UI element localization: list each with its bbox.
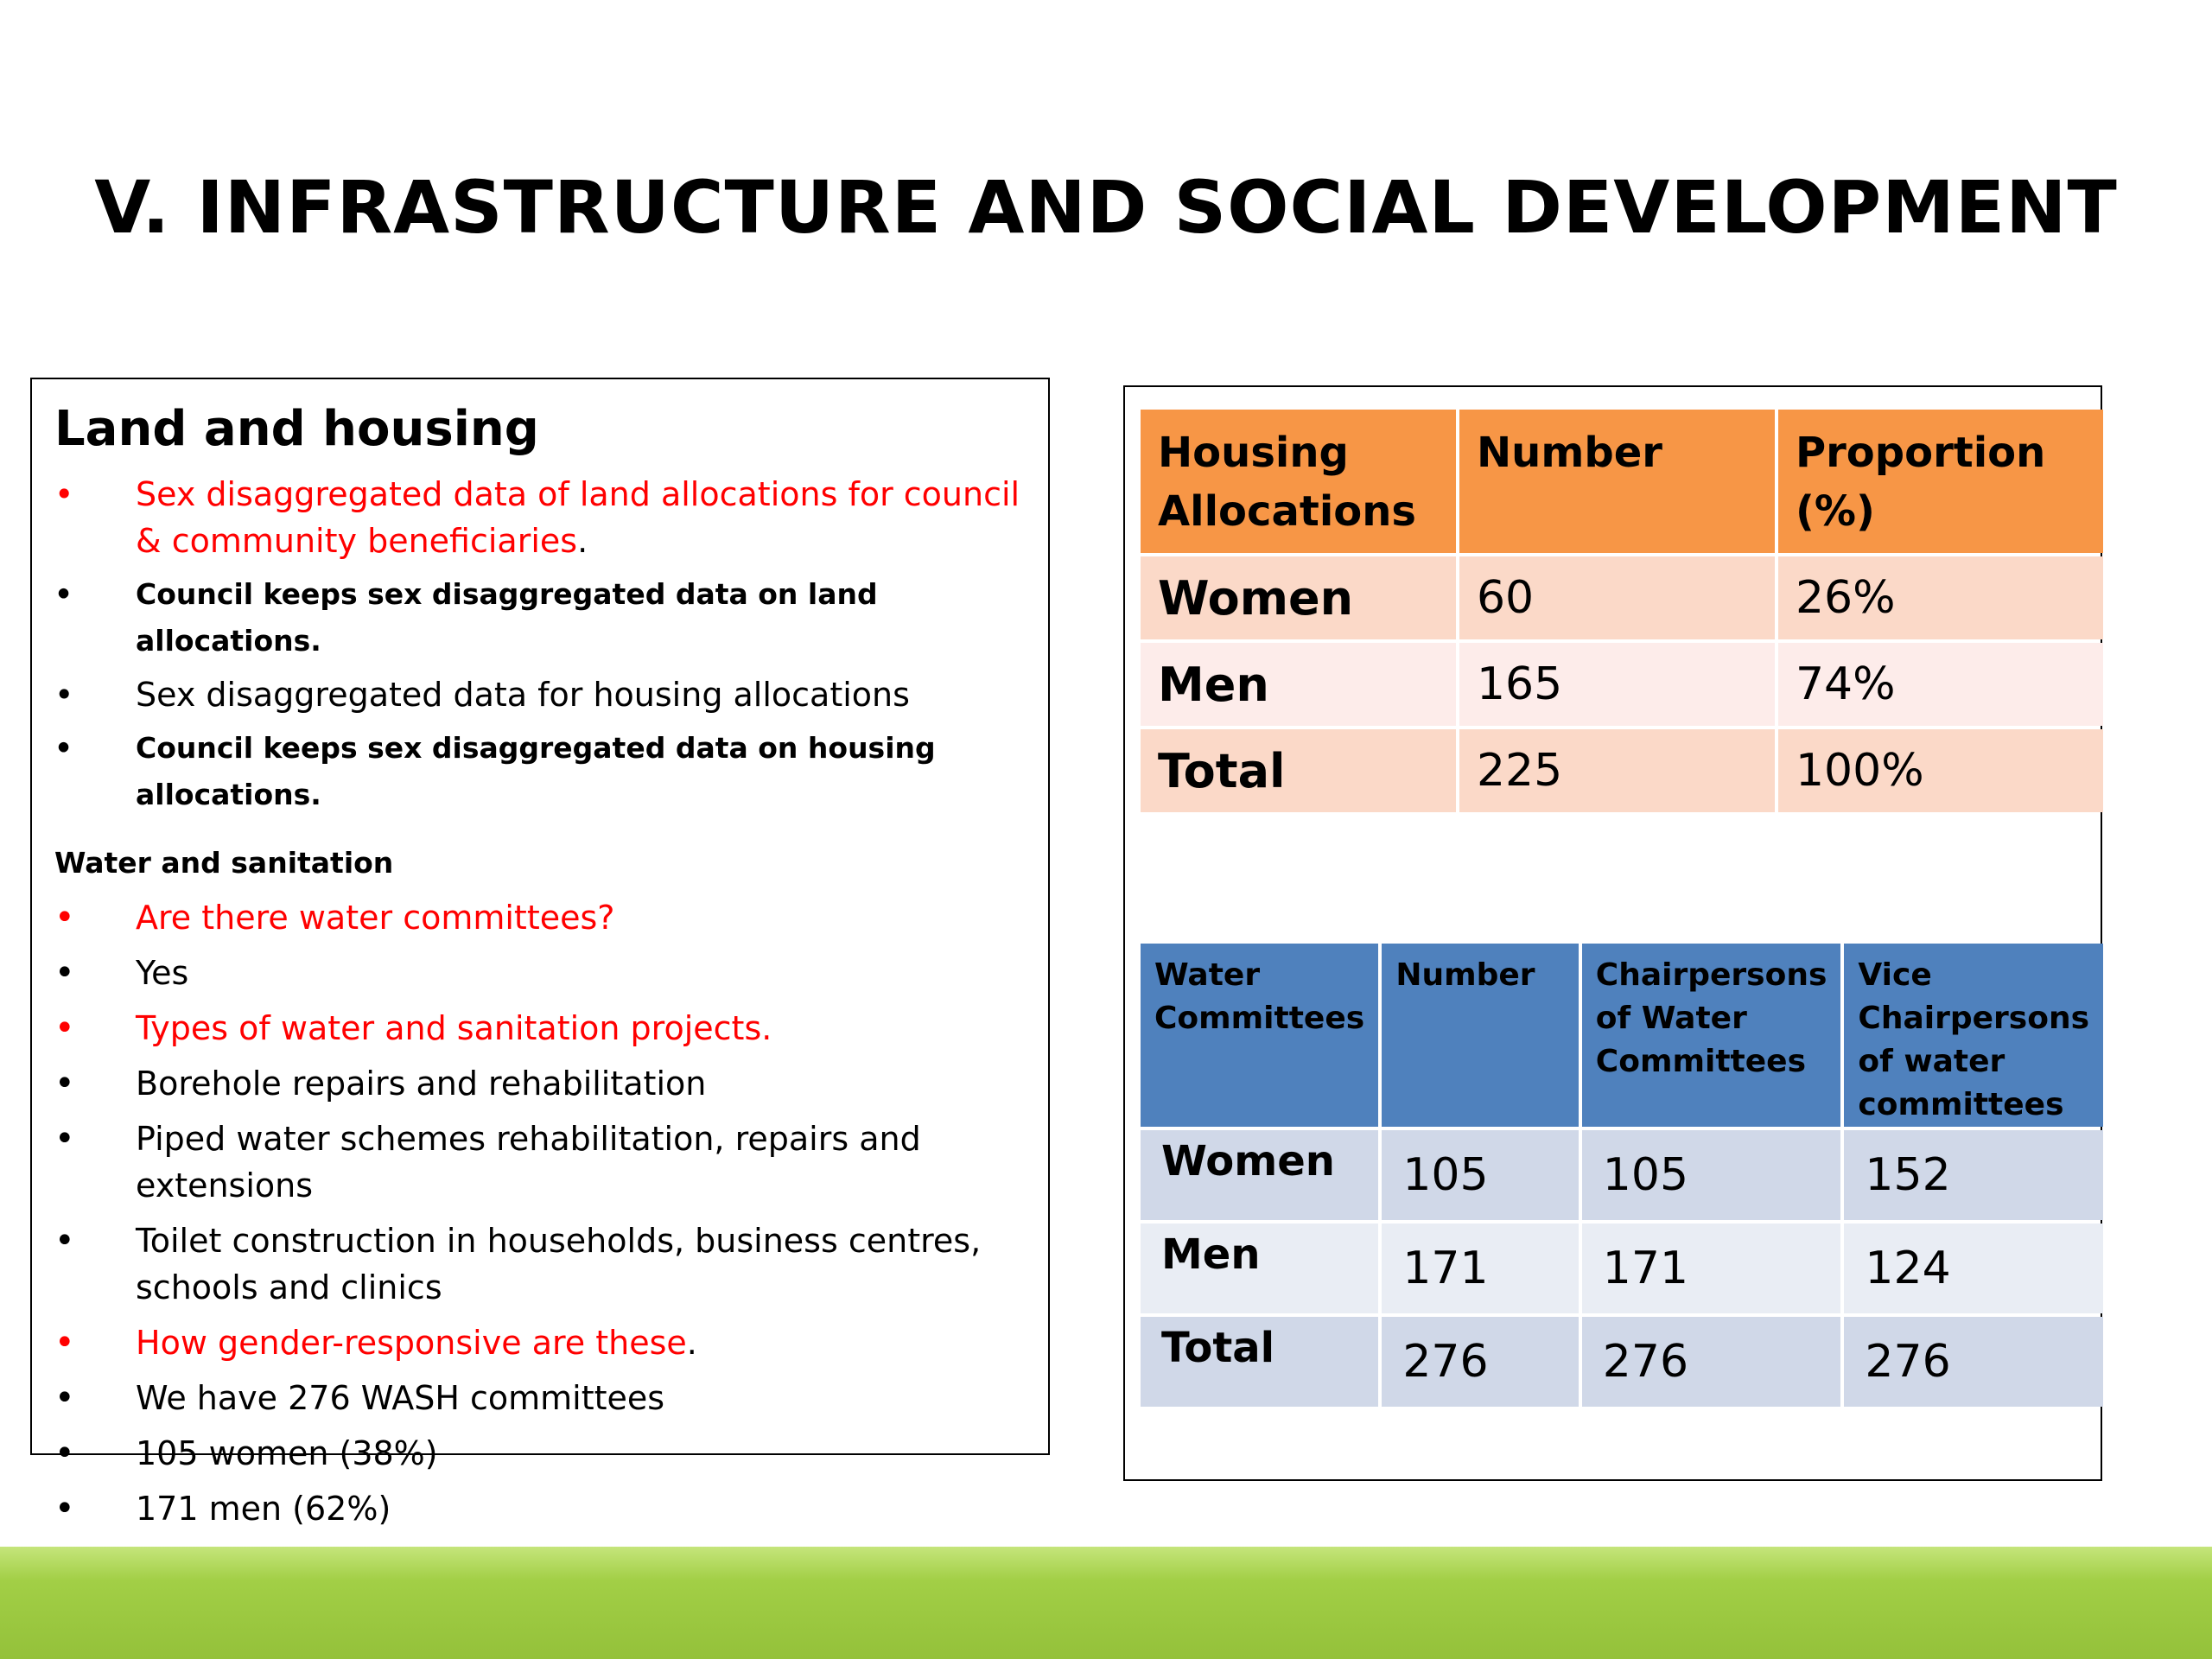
footer-bar: [0, 1547, 2212, 1659]
list-item-text: Types of water and sanitation projects.: [136, 1009, 772, 1047]
list-item-suffix: .: [686, 1324, 697, 1362]
table-header-cell: Housing Allocations: [1141, 410, 1456, 553]
list-item-text: Sex disaggregated data of land allocations for council & community beneficiaries: [136, 475, 1020, 560]
list-item-text: We have 276 WASH committees: [136, 1379, 665, 1417]
list-item: [54, 725, 1026, 818]
table-row: [1141, 556, 2103, 639]
table-row: [1141, 729, 2103, 812]
table-cell: 276: [1844, 1317, 2103, 1407]
land-housing-list: [54, 471, 1026, 818]
bullet-icon: •: [54, 953, 75, 993]
list-item: [54, 950, 1026, 996]
bullet-icon: •: [54, 1008, 75, 1048]
list-item-text: Sex disaggregated data for housing allocations: [136, 676, 910, 714]
table-cell: 171: [1582, 1224, 1841, 1313]
bullet-icon: •: [54, 1119, 75, 1159]
list-item-text: Council keeps sex disaggregated data on housing allocations.: [136, 731, 936, 811]
list-item: [54, 1485, 1026, 1532]
list-item-text: Yes: [136, 954, 189, 992]
table-header-cell: Proportion (%): [1778, 410, 2103, 553]
list-item: [54, 671, 1026, 718]
table-cell: 171: [1382, 1224, 1578, 1313]
land-housing-textbox: [30, 378, 1050, 1529]
list-item-text: How gender-responsive are these: [136, 1324, 687, 1362]
table-row: [1141, 1224, 2103, 1313]
list-item: [54, 571, 1026, 664]
bullet-icon: •: [54, 1221, 75, 1261]
table-header-cell: Number: [1382, 944, 1578, 1127]
table-cell: 74%: [1778, 643, 2103, 726]
table-row-label: Men: [1141, 1224, 1378, 1313]
list-item: [54, 1319, 1026, 1366]
bullet-icon: •: [54, 1323, 75, 1363]
table-row-label: Women: [1141, 556, 1456, 639]
list-item-text: Toilet construction in households, business centres, schools and clinics: [136, 1222, 982, 1306]
table-cell: 225: [1459, 729, 1775, 812]
list-item: [54, 1005, 1026, 1052]
list-item-text: Are there water committees?: [136, 899, 615, 937]
slide-title: V. INFRASTRUCTURE AND SOCIAL DEVELOPMENT: [94, 165, 2118, 250]
list-item: [54, 471, 1026, 564]
list-item: [54, 1375, 1026, 1421]
table-cell: 105: [1582, 1130, 1841, 1220]
list-item: [54, 1060, 1026, 1107]
table-cell: 276: [1582, 1317, 1841, 1407]
table-row-label: Total: [1141, 729, 1456, 812]
list-item: [54, 1116, 1026, 1209]
list-item-text: Council keeps sex disaggregated data on land allocations.: [136, 577, 878, 658]
bullet-icon: •: [54, 1433, 75, 1473]
table-header-cell: Water Committees: [1141, 944, 1378, 1127]
water-sanitation-list: [54, 894, 1026, 1532]
table-cell: 152: [1844, 1130, 2103, 1220]
bullet-icon: •: [54, 577, 73, 611]
list-item-text: Borehole repairs and rehabilitation: [136, 1065, 707, 1103]
bullet-icon: •: [54, 731, 73, 765]
table-cell: 60: [1459, 556, 1775, 639]
land-housing-heading: Land and housing: [54, 401, 539, 457]
table-row-label: Women: [1141, 1130, 1378, 1220]
table-header-cell: Number: [1459, 410, 1775, 553]
bullet-icon: •: [54, 898, 75, 938]
water-sanitation-heading: Water and sanitation: [54, 846, 394, 880]
table-cell: 100%: [1778, 729, 2103, 812]
table-row-label: Total: [1141, 1317, 1378, 1407]
table-cell: 165: [1459, 643, 1775, 726]
list-item-text: 105 women (38%): [136, 1434, 438, 1472]
table-cell: 26%: [1778, 556, 2103, 639]
table-row-label: Men: [1141, 643, 1456, 726]
table-row: [1141, 1130, 2103, 1220]
list-item: [54, 1430, 1026, 1477]
housing-allocations-table: [1137, 406, 2107, 816]
table-header-cell: Vice Chairpersons of water committees: [1844, 944, 2103, 1127]
table-header-row: [1141, 410, 2103, 553]
list-item: [54, 894, 1026, 941]
bullet-icon: •: [54, 1064, 75, 1103]
table-header-row: [1141, 944, 2103, 1127]
table-row: [1141, 643, 2103, 726]
list-item-suffix: .: [577, 522, 588, 560]
list-item-text: 171 men (62%): [136, 1490, 391, 1528]
table-row: [1141, 1317, 2103, 1407]
table-cell: 124: [1844, 1224, 2103, 1313]
bullet-icon: •: [54, 676, 74, 714]
list-item-text: Piped water schemes rehabilitation, repairs and extensions: [136, 1120, 921, 1205]
bullet-icon: •: [54, 1378, 75, 1418]
water-committees-table: [1137, 940, 2107, 1410]
bullet-icon: •: [54, 1489, 75, 1529]
table-cell: 276: [1382, 1317, 1578, 1407]
bullet-icon: •: [54, 475, 74, 513]
list-item: [54, 1217, 1026, 1311]
table-cell: 105: [1382, 1130, 1578, 1220]
table-header-cell: Chairpersons of Water Committees: [1582, 944, 1841, 1127]
